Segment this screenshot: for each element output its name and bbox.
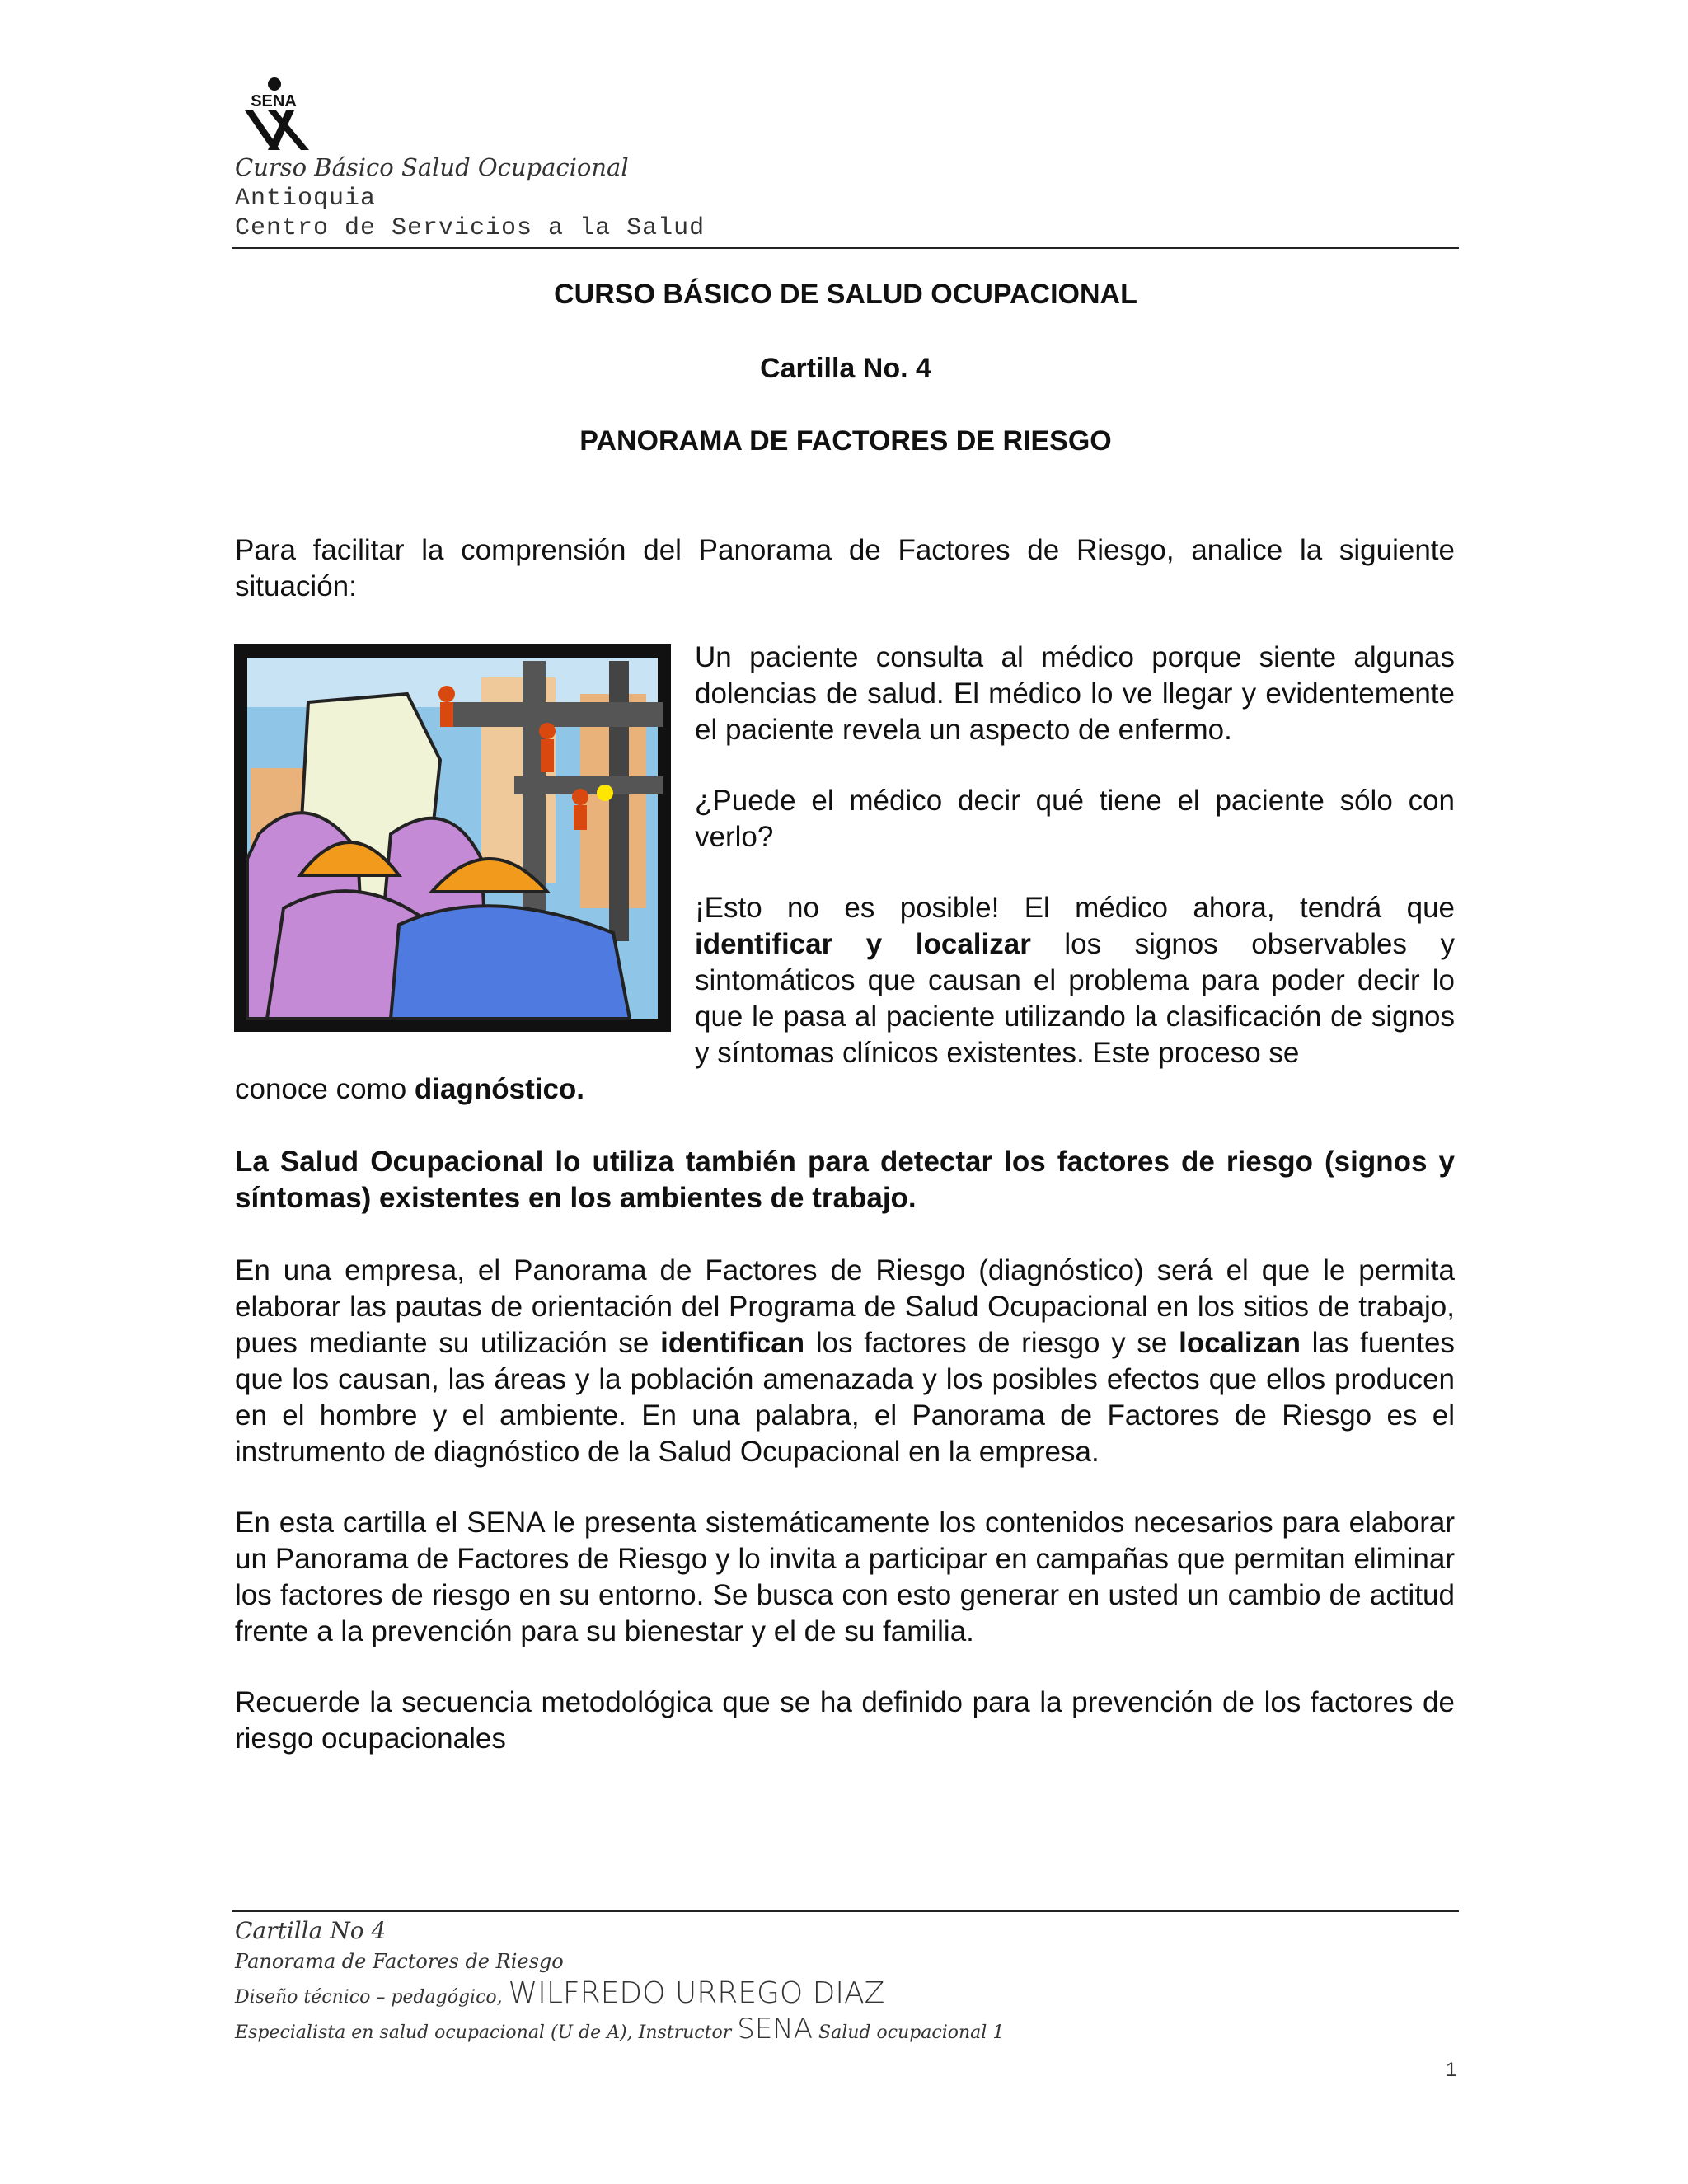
cartilla-paragraph: En esta cartilla el SENA le presenta sistemáticamente los contenidos necesarios para elaborar un Panorama de Factores de Riesgo y lo invita a participar en campañas que permitan eliminar los factores de riesgo en su entorno. Se busca con esto generar en usted un cambio de actitud frente a la prevención para su bienestar y el de su familia. bbox=[235, 1507, 1455, 1647]
topic-title: PANORAMA DE FACTORES DE RIESGO bbox=[579, 425, 1112, 457]
footer-specialist-a: Especialista en salud ocupacional (U de A), Instructor bbox=[235, 2022, 732, 2043]
header-divider bbox=[232, 247, 1459, 249]
side-p3-bold-localizar: localizar bbox=[915, 928, 1031, 960]
footer-sena: SENA bbox=[737, 2013, 813, 2046]
empresa-bold-localizan: localizan bbox=[1179, 1327, 1301, 1359]
course-title: CURSO BÁSICO DE SALUD OCUPACIONAL bbox=[554, 279, 1137, 310]
side-p3-bold-identificar: identificar bbox=[695, 928, 833, 960]
footer-specialist bbox=[235, 2013, 1004, 2046]
empresa-text-2: los factores de riesgo y se bbox=[815, 1327, 1168, 1359]
page-number: 1 bbox=[1446, 2059, 1457, 2081]
footer-specialist-b: Salud ocupacional 1 bbox=[818, 2022, 1005, 2043]
empresa-text-3: las fuentes que los causan, las áreas y la población amenazada y los posibles efectos que ellos producen en el hombre y el ambiente. En una palabra, el Panorama de Factores de Riesgo es el instrumento de diagnóstico de la Salud Ocupacional en la empresa. bbox=[235, 1327, 1455, 1468]
empresa-text-1: En una empresa, el Panorama de Factores de Riesgo (diagnóstico) será el que le permita elaborar las pautas de orientación del Programa de Salud Ocupacional en los sitios de trabajo, pues mediante su utilización se bbox=[235, 1254, 1455, 1359]
side-p3-text-b: los signos observables y sintomáticos que causan el problema para poder decir lo que le pasa al paciente utilizando la clasificación de signos y síntomas clínicos existentes. Este proceso se bbox=[695, 928, 1456, 1069]
workers-illustration bbox=[234, 644, 671, 1032]
empresa-paragraph bbox=[235, 1253, 1455, 1470]
footer-topic: Panorama de Factores de Riesgo bbox=[235, 1950, 564, 1973]
side-p3-text-a: ¡Esto no es posible! El médico ahora, tendrá que bbox=[695, 892, 1455, 924]
side-p3-bold-y: y bbox=[865, 928, 883, 960]
empresa-bold-identifican: identifican bbox=[660, 1327, 805, 1359]
header-center: Centro de Servicios a la Salud bbox=[235, 214, 706, 242]
side-paragraph-1: Un paciente consulta al médico porque siente algunas dolencias de salud. El médico lo ve llegar y evidentemente el paciente revela un aspecto de enfermo. bbox=[695, 641, 1455, 746]
footer-author: WILFREDO URREGO DIAZ bbox=[508, 1976, 885, 2010]
sena-logo bbox=[235, 76, 313, 152]
course-script-title: Curso Básico Salud Ocupacional bbox=[235, 153, 629, 181]
footer-design-prefix: Diseño técnico – pedagógico, bbox=[235, 1987, 503, 2008]
side-paragraph-3 bbox=[695, 890, 1455, 1071]
bold-statement: La Salud Ocupacional lo utiliza también para detectar los factores de riesgo (signos y síntomas) existentes en los ambientes de trabajo. bbox=[235, 1146, 1455, 1214]
conoce-bold: diagnóstico. bbox=[414, 1073, 585, 1105]
footer-cartilla: Cartilla No 4 bbox=[235, 1917, 387, 1944]
logo-text: SENA bbox=[251, 92, 297, 110]
intro-paragraph: Para facilitar la comprensión del Panorama de Factores de Riesgo, analice la siguiente situación: bbox=[235, 534, 1455, 602]
conoce-line bbox=[235, 1071, 1455, 1108]
conoce-prefix: conoce como bbox=[235, 1073, 407, 1105]
cartilla-number: Cartilla No. 4 bbox=[760, 353, 931, 384]
footer-design bbox=[235, 1976, 884, 2010]
recuerde-paragraph: Recuerde la secuencia metodológica que se ha definido para la prevención de los factores de riesgo ocupacionales bbox=[235, 1686, 1455, 1755]
side-paragraph-2: ¿Puede el médico decir qué tiene el paciente sólo con verlo? bbox=[695, 785, 1455, 853]
header-region: Antioquia bbox=[235, 185, 377, 213]
footer-divider bbox=[232, 1910, 1459, 1912]
